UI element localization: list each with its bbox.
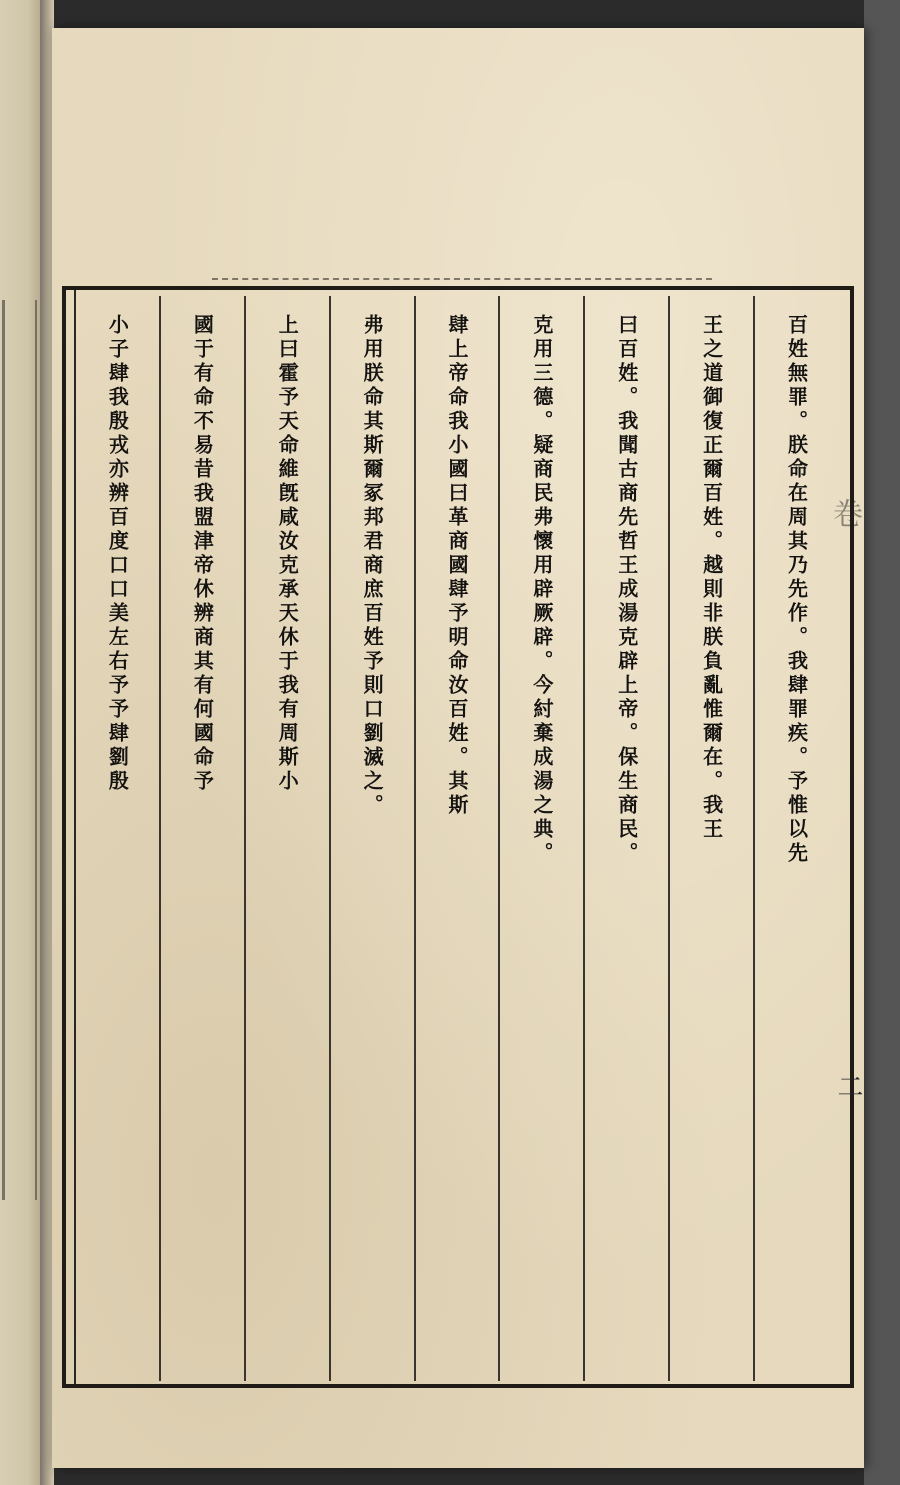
book-page — [52, 28, 864, 1468]
previous-page-edge — [0, 0, 40, 1485]
column-text: 弗用朕命其斯爾冢邦君商庶百姓予則口劉滅之。 — [360, 314, 385, 818]
text-column-7 — [244, 296, 329, 1381]
text-column-4 — [498, 296, 583, 1381]
text-column-3 — [583, 296, 668, 1381]
text-column-9 — [76, 296, 159, 1381]
scan-background — [864, 0, 900, 1485]
column-text: 曰百姓。我聞古商先哲王成湯克辟上帝。保生商民。 — [614, 314, 639, 866]
column-text: 小子肆我殷戎亦辨百度口口美左右予予肆劉殷 — [105, 314, 130, 794]
text-column-6 — [329, 296, 414, 1381]
folio-number: 二 — [833, 1073, 863, 1099]
column-text: 王之道御復正爾百姓。越則非朕負亂惟爾在。我王 — [699, 314, 724, 842]
previous-page-column-trace — [2, 300, 37, 1200]
column-text: 克用三德。疑商民弗懷用辟厥辟。今紂棄成湯之典。 — [529, 314, 554, 866]
text-column-5 — [414, 296, 499, 1381]
header-trace-text: 卷 — [827, 498, 862, 528]
column-text: 百姓無罪。朕命在周其乃先作。我肆罪疾。予惟以先 — [784, 314, 809, 866]
text-column-1 — [753, 296, 838, 1381]
column-text: 上曰霍予天命維旣咸汝克承天休于我有周斯小 — [275, 314, 300, 794]
text-column-8 — [159, 296, 244, 1381]
text-column-2 — [668, 296, 753, 1381]
header-rule — [212, 278, 712, 280]
column-text: 肆上帝命我小國曰革商國肆予明命汝百姓。其斯 — [444, 314, 469, 818]
text-columns — [76, 296, 838, 1381]
column-text: 國于有命不易昔我盟津帝休辨商其有何國命予 — [190, 314, 215, 794]
